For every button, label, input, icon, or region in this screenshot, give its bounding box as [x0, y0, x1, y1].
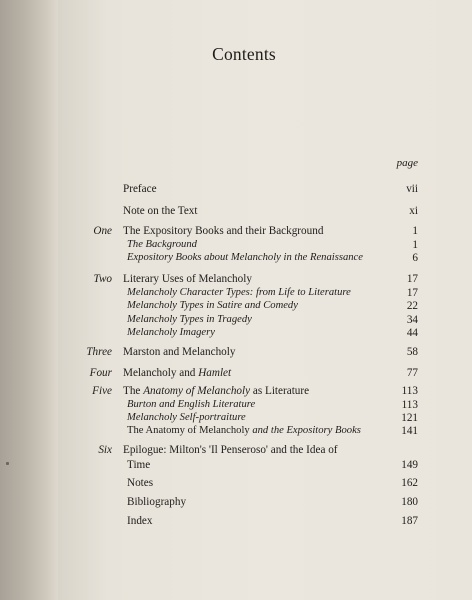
toc-entry-title: Literary Uses of Melancholy: [123, 273, 252, 285]
toc-chapter-two: [0, 272, 472, 286]
toc-chapter-four: [0, 366, 472, 380]
toc-entry-page: 17: [406, 273, 418, 285]
title-part: Melancholy and: [123, 367, 199, 379]
toc-entry-preface: [0, 182, 472, 196]
title-part: The Anatomy of Melancholy: [127, 425, 250, 436]
toc-entry-page: 113: [401, 399, 418, 411]
toc-entry-page: 17: [406, 287, 418, 299]
toc-chapter-six: [0, 443, 472, 457]
toc-entry-title: Epilogue: Milton's 'Il Penseroso' and the Idea of: [123, 444, 338, 456]
toc-subentry: [0, 251, 472, 265]
toc-subentry-title: Expository Books about Melancholy in the Renaissance: [127, 252, 363, 263]
toc-entry-page: 22: [406, 300, 418, 312]
toc-entry-page: 180: [401, 496, 418, 508]
toc-entry-notes: [0, 476, 472, 490]
chapter-number: Six: [98, 444, 112, 456]
toc-entry-page: xi: [409, 205, 418, 217]
toc-entry-title: Bibliography: [127, 496, 187, 508]
toc-subentry: [0, 299, 472, 313]
toc-entry-page: 187: [401, 515, 418, 527]
toc-chapter-one: [0, 224, 472, 238]
chapter-number: Two: [93, 273, 112, 285]
toc-entry-page: 149: [401, 459, 418, 471]
toc-entry-title: Marston and Melancholy: [123, 346, 236, 358]
toc-chapter-five: [0, 384, 472, 398]
toc-subentry-title: Melancholy Types in Tragedy: [127, 314, 252, 325]
toc-entry-page: 141: [401, 425, 418, 437]
toc-subentry-title: Burton and English Literature: [127, 399, 256, 410]
page-column-label: page: [396, 157, 418, 169]
toc-entry-title: Notes: [127, 477, 154, 489]
toc-subentry: [0, 286, 472, 300]
chapter-number: Three: [86, 346, 112, 358]
toc-subentry-title: Melancholy Imagery: [127, 327, 215, 338]
toc-subentry: [0, 398, 472, 412]
toc-subentry: [0, 424, 472, 438]
toc-entry-title-continued: Time: [127, 459, 151, 471]
toc-entry-page: 77: [406, 367, 418, 379]
toc-subentry: [0, 326, 472, 340]
toc-subentry-title: Melancholy Character Types: from Life to Literature: [127, 287, 351, 298]
toc-entry-title: The Expository Books and their Background: [123, 225, 324, 237]
toc-subentry-title: Melancholy Types in Satire and Comedy: [127, 300, 298, 311]
toc-subentry: [0, 313, 472, 327]
toc-entry-page: 1: [412, 225, 418, 237]
toc-entry-page: 44: [406, 327, 418, 339]
toc-subentry-title: Melancholy Self-portraiture: [127, 412, 246, 423]
toc-chapter-three: [0, 345, 472, 359]
toc-entry-page: vii: [406, 183, 418, 195]
toc-entry-page: 6: [412, 252, 418, 264]
toc-entry-page: 113: [401, 385, 418, 397]
toc-entry-note-on-text: [0, 204, 472, 218]
toc-entry-bibliography: [0, 495, 472, 509]
chapter-number: Four: [89, 367, 112, 379]
toc-subentry: [0, 238, 472, 252]
toc-subentry: [0, 411, 472, 425]
toc-subentry-title: [127, 424, 361, 438]
toc-entry-title: [123, 366, 231, 380]
toc-entry-continuation: [0, 458, 472, 472]
toc-entry-title: [123, 384, 309, 398]
page-title: Contents: [212, 44, 276, 64]
title-part: The: [123, 385, 144, 397]
title-part-italic: Hamlet: [198, 367, 232, 379]
toc-entry-page: 34: [406, 314, 418, 326]
title-part: as Literature: [250, 385, 310, 397]
toc-entry-page: 1: [412, 239, 418, 251]
toc-entry-page: 58: [406, 346, 418, 358]
toc-subentry-title: The Background: [127, 239, 197, 250]
title-part-italic: and the Expository Books: [249, 425, 361, 436]
title-part-italic: Anatomy of Melancholy: [143, 385, 251, 397]
chapter-number: One: [93, 225, 112, 237]
toc-entry-index: [0, 514, 472, 528]
toc-entry-page: 121: [401, 412, 418, 424]
chapter-number: Five: [92, 385, 112, 397]
toc-entry-page: 162: [401, 477, 418, 489]
toc-entry-title: Index: [127, 515, 153, 527]
toc-entry-title: Note on the Text: [123, 205, 198, 217]
toc-entry-title: Preface: [123, 183, 157, 195]
